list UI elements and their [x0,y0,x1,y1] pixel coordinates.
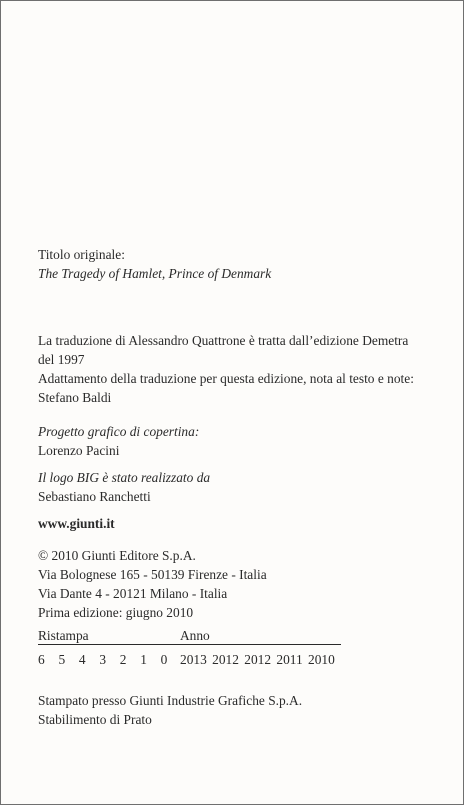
copyright-line: © 2010 Giunti Editore S.p.A. [38,548,196,563]
reprint-table-row [38,645,341,669]
reprint-table-header [38,624,341,645]
year-column-header: Anno [180,628,210,643]
website-link[interactable]: www.giunti.it [38,516,115,531]
printer-line-2: Stabilimento di Prato [38,712,152,727]
original-title-value: The Tragedy of Hamlet, Prince of Denmark [38,266,272,281]
address-florence: Via Bolognese 165 - 50139 Firenze - Italia [38,567,267,582]
printer-line-1: Stampato presso Giunti Industrie Grafiche S.p.A. [38,693,303,708]
translation-line-1: La traduzione di Alessandro Quattrone è tratta dall’edizione Demetra [38,333,409,348]
logo-credit-value: Sebastiano Ranchetti [38,489,151,504]
cover-design-section [38,422,438,460]
logo-credit-section [38,468,438,506]
reprint-column-header: Ristampa [38,628,89,643]
logo-credit-label: Il logo BIG è stato realizzato da [38,470,211,485]
website-section [38,514,438,533]
original-title-label: Titolo originale: [38,247,125,262]
show-through-mark [1,15,463,34]
translation-line-3: Adattamento della traduzione per questa edizione, nota al testo e note: [38,371,414,386]
cover-design-value: Lorenzo Pacini [38,443,120,458]
reprint-years: 2013 2012 2012 2011 2010 [180,652,335,667]
address-milan: Via Dante 4 - 20121 Milano - Italia [38,586,228,601]
reprint-table [38,624,341,669]
cover-design-label: Progetto grafico di copertina: [38,424,200,439]
translation-line-2: del 1997 [38,352,85,367]
first-edition-line: Prima edizione: giugno 2010 [38,605,194,620]
printer-section [38,691,438,729]
original-title-section [38,245,438,283]
translation-line-4: Stefano Baldi [38,390,112,405]
publisher-section [38,546,438,622]
reprint-numbers: 6 5 4 3 2 1 0 [38,652,173,667]
translation-section [38,331,438,407]
